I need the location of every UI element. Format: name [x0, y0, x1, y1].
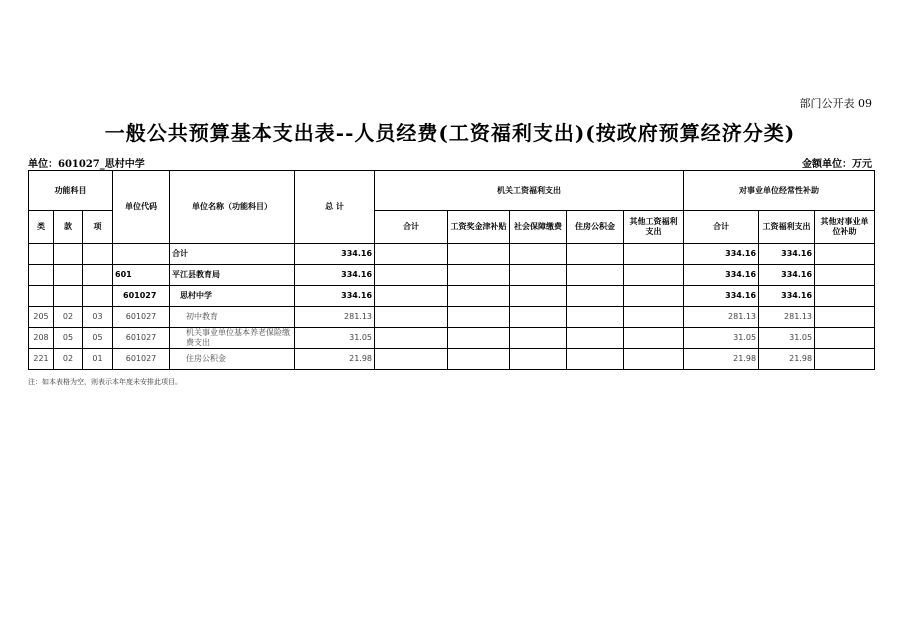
header-total: 总 计 — [295, 171, 375, 244]
cell-org-salary — [448, 286, 510, 307]
cell-pub-salary: 334.16 — [759, 265, 815, 286]
cell-pub-salary: 281.13 — [759, 307, 815, 328]
cell-kuan — [54, 265, 83, 286]
cell-total: 334.16 — [295, 244, 375, 265]
cell-xiang — [83, 244, 113, 265]
form-number: 部门公开表 09 — [799, 97, 872, 110]
cell-code: 601027 — [113, 349, 170, 370]
header-org-total: 合计 — [375, 211, 448, 244]
cell-pub-total: 281.13 — [684, 307, 759, 328]
cell-pub-other — [815, 244, 875, 265]
cell-pub-total: 334.16 — [684, 244, 759, 265]
cell-code: 601027 — [113, 286, 170, 307]
cell-org-social — [510, 307, 567, 328]
cell-pub-salary: 334.16 — [759, 244, 815, 265]
cell-code — [113, 244, 170, 265]
cell-org-housing — [567, 265, 624, 286]
table-row — [29, 307, 875, 328]
cell-pub-salary: 21.98 — [759, 349, 815, 370]
cell-lei: 221 — [29, 349, 54, 370]
cell-code: 601027 — [113, 328, 170, 349]
cell-pub-salary: 334.16 — [759, 286, 815, 307]
cell-lei: 205 — [29, 307, 54, 328]
cell-lei: 208 — [29, 328, 54, 349]
header-org-group: 机关工资福利支出 — [375, 171, 684, 211]
header-unit-name: 单位名称（功能科目） — [170, 171, 295, 244]
amount-unit-label: 金额单位：万元 — [802, 159, 872, 170]
table-row — [29, 328, 875, 349]
cell-org-total — [375, 349, 448, 370]
cell-org-other — [624, 286, 684, 307]
cell-org-salary — [448, 244, 510, 265]
cell-org-housing — [567, 349, 624, 370]
cell-code: 601 — [113, 265, 170, 286]
cell-lei — [29, 265, 54, 286]
cell-pub-other — [815, 328, 875, 349]
cell-xiang: 01 — [83, 349, 113, 370]
cell-xiang — [83, 265, 113, 286]
cell-org-housing — [567, 244, 624, 265]
cell-kuan — [54, 286, 83, 307]
cell-name: 合计 — [170, 244, 295, 265]
header-func-subject: 功能科目 — [29, 171, 113, 211]
cell-org-social — [510, 244, 567, 265]
cell-org-social — [510, 349, 567, 370]
header-unit-code: 单位代码 — [113, 171, 170, 244]
cell-name: 机关事业单位基本养老保险缴费支出 — [170, 328, 295, 349]
header-lei: 类 — [29, 211, 54, 244]
cell-kuan — [54, 244, 83, 265]
cell-org-other — [624, 265, 684, 286]
cell-org-other — [624, 307, 684, 328]
table-row — [29, 265, 875, 286]
cell-total: 31.05 — [295, 328, 375, 349]
cell-kuan: 02 — [54, 349, 83, 370]
page-title: 一般公共预算基本支出表--人员经费(工资福利支出)(按政府预算经济分类) — [104, 121, 796, 145]
table-row — [29, 286, 875, 307]
cell-org-social — [510, 286, 567, 307]
cell-org-salary — [448, 307, 510, 328]
cell-org-housing — [567, 286, 624, 307]
cell-pub-other — [815, 307, 875, 328]
cell-org-salary — [448, 349, 510, 370]
cell-org-social — [510, 265, 567, 286]
cell-pub-salary: 31.05 — [759, 328, 815, 349]
cell-name: 初中教育 — [170, 307, 295, 328]
cell-org-other — [624, 328, 684, 349]
cell-org-total — [375, 265, 448, 286]
cell-org-total — [375, 244, 448, 265]
cell-org-total — [375, 307, 448, 328]
cell-pub-other — [815, 265, 875, 286]
cell-org-other — [624, 349, 684, 370]
cell-org-salary — [448, 328, 510, 349]
header-pub-salary: 工资福利支出 — [759, 211, 815, 244]
cell-xiang: 03 — [83, 307, 113, 328]
header-org-salary: 工资奖金津补贴 — [448, 211, 510, 244]
cell-org-salary — [448, 265, 510, 286]
cell-kuan: 05 — [54, 328, 83, 349]
footnote: 注：如本表格为空，则表示本年度未安排此项目。 — [28, 378, 182, 386]
cell-pub-other — [815, 286, 875, 307]
header-kuan: 款 — [54, 211, 83, 244]
cell-org-total — [375, 286, 448, 307]
cell-pub-total: 334.16 — [684, 265, 759, 286]
header-org-housing: 住房公积金 — [567, 211, 624, 244]
cell-pub-total: 334.16 — [684, 286, 759, 307]
header-pub-other: 其他对事业单位补助 — [815, 211, 875, 244]
cell-kuan: 02 — [54, 307, 83, 328]
expenditure-table — [28, 170, 875, 370]
header-org-social: 社会保障缴费 — [510, 211, 567, 244]
cell-total: 21.98 — [295, 349, 375, 370]
cell-total: 334.16 — [295, 265, 375, 286]
cell-total: 334.16 — [295, 286, 375, 307]
header-pub-total: 合计 — [684, 211, 759, 244]
cell-pub-other — [815, 349, 875, 370]
cell-pub-total: 31.05 — [684, 328, 759, 349]
cell-name: 平江县教育局 — [170, 265, 295, 286]
cell-name: 思村中学 — [170, 286, 295, 307]
cell-org-total — [375, 328, 448, 349]
unit-label: 单位：601027_思村中学 — [28, 159, 145, 170]
cell-org-housing — [567, 307, 624, 328]
table-row — [29, 349, 875, 370]
cell-total: 281.13 — [295, 307, 375, 328]
cell-code: 601027 — [113, 307, 170, 328]
cell-name: 住房公积金 — [170, 349, 295, 370]
cell-pub-total: 21.98 — [684, 349, 759, 370]
table-row — [29, 244, 875, 265]
header-xiang: 项 — [83, 211, 113, 244]
cell-xiang — [83, 286, 113, 307]
header-org-other: 其他工资福利支出 — [624, 211, 684, 244]
cell-lei — [29, 286, 54, 307]
cell-org-housing — [567, 328, 624, 349]
cell-lei — [29, 244, 54, 265]
cell-org-other — [624, 244, 684, 265]
header-pub-group: 对事业单位经常性补助 — [684, 171, 875, 211]
cell-xiang: 05 — [83, 328, 113, 349]
cell-org-social — [510, 328, 567, 349]
